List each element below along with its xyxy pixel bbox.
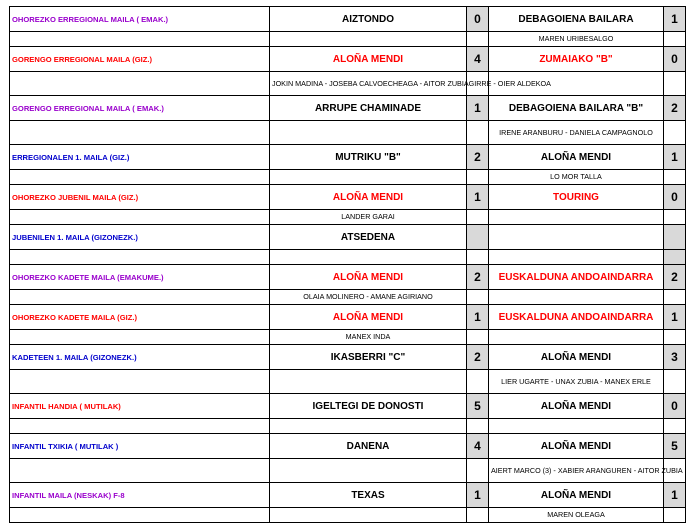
match-row — [10, 185, 686, 210]
away-scorers — [489, 290, 664, 305]
away-score: 1 — [664, 305, 686, 330]
away-score-gap — [664, 72, 686, 96]
category-label: OHOREZKO KADETE MAILA (EMAKUME.) — [10, 265, 270, 290]
away-score: 1 — [664, 483, 686, 508]
away-score-gap — [664, 370, 686, 394]
home-scorers — [270, 250, 467, 265]
away-scorers — [489, 210, 664, 225]
scorers-spacer — [10, 250, 270, 265]
away-score: 0 — [664, 394, 686, 419]
away-team: DEBAGOIENA BAILARA — [489, 7, 664, 32]
home-team: ARRUPE CHAMINADE — [270, 96, 467, 121]
away-scorers: IRENE ARANBURU - DANIELA CAMPAGNOLO — [489, 121, 664, 145]
away-team: ALOÑA MENDI — [489, 145, 664, 170]
away-team — [489, 225, 664, 250]
away-score: 0 — [664, 47, 686, 72]
home-score-gap — [467, 290, 489, 305]
match-row — [10, 145, 686, 170]
away-score: 1 — [664, 145, 686, 170]
away-scorers: AIERT MARCO (3) - XABIER ARANGUREN - AITOR ZUBIA — [489, 459, 664, 483]
home-team: IKASBERRI "C" — [270, 345, 467, 370]
category-label: INFANTIL TXIKIA ( MUTILAK ) — [10, 434, 270, 459]
match-row — [10, 434, 686, 459]
away-score: 3 — [664, 345, 686, 370]
away-score-gap — [664, 250, 686, 265]
home-scorers — [270, 419, 467, 434]
scorers-row — [10, 121, 686, 145]
scorers-row — [10, 330, 686, 345]
home-scorers — [270, 121, 467, 145]
home-team: ATSEDENA — [270, 225, 467, 250]
results-table — [9, 6, 686, 523]
home-score-gap — [467, 330, 489, 345]
scorers-row — [10, 508, 686, 523]
category-label: JUBENILEN 1. MAILA (GIZONEZK.) — [10, 225, 270, 250]
home-scorers: JOKIN MADINA - JOSEBA CALVOECHEAGA - AITOR ZUBIAGIRRE - OIER ALDEKOA — [270, 72, 467, 96]
away-team: EUSKALDUNA ANDOAINDARRA — [489, 305, 664, 330]
home-score: 0 — [467, 7, 489, 32]
scorers-row — [10, 210, 686, 225]
home-scorers: LANDER GARAI — [270, 210, 467, 225]
scorers-row — [10, 170, 686, 185]
home-score: 2 — [467, 145, 489, 170]
home-team: DANENA — [270, 434, 467, 459]
away-score: 2 — [664, 96, 686, 121]
home-team: ALOÑA MENDI — [270, 265, 467, 290]
away-score: 5 — [664, 434, 686, 459]
scorers-row — [10, 72, 686, 96]
match-row — [10, 483, 686, 508]
category-label: INFANTIL MAILA (NESKAK) F-8 — [10, 483, 270, 508]
home-score: 4 — [467, 434, 489, 459]
away-score: 1 — [664, 7, 686, 32]
home-score-gap — [467, 170, 489, 185]
away-score: 2 — [664, 265, 686, 290]
scorers-row — [10, 370, 686, 394]
away-score-gap — [664, 170, 686, 185]
scorers-spacer — [10, 370, 270, 394]
away-score-gap — [664, 32, 686, 47]
home-scorers — [270, 508, 467, 523]
home-score: 5 — [467, 394, 489, 419]
away-score-gap — [664, 210, 686, 225]
home-scorers — [270, 170, 467, 185]
scorers-spacer — [10, 290, 270, 305]
scorers-spacer — [10, 330, 270, 345]
match-row — [10, 345, 686, 370]
home-team: MUTRIKU "B" — [270, 145, 467, 170]
away-scorers — [489, 250, 664, 265]
home-scorers — [270, 32, 467, 47]
category-label: OHOREZKO JUBENIL MAILA (GIZ.) — [10, 185, 270, 210]
scorers-spacer — [10, 459, 270, 483]
home-score-gap — [467, 508, 489, 523]
category-label: GORENGO ERREGIONAL MAILA ( EMAK.) — [10, 96, 270, 121]
scorers-spacer — [10, 419, 270, 434]
away-team: TOURING — [489, 185, 664, 210]
scorers-row — [10, 32, 686, 47]
home-team: ALOÑA MENDI — [270, 305, 467, 330]
away-team: ZUMAIAKO "B" — [489, 47, 664, 72]
away-scorers — [489, 419, 664, 434]
scorers-spacer — [10, 121, 270, 145]
match-row — [10, 47, 686, 72]
category-label: GORENGO ERREGIONAL MAILA (GIZ.) — [10, 47, 270, 72]
home-score-gap — [467, 419, 489, 434]
scorers-spacer — [10, 210, 270, 225]
match-row — [10, 265, 686, 290]
match-row — [10, 305, 686, 330]
home-scorers: MANEX INDA — [270, 330, 467, 345]
category-label: KADETEEN 1. MAILA (GIZONEZK.) — [10, 345, 270, 370]
home-score-gap — [467, 370, 489, 394]
home-team: TEXAS — [270, 483, 467, 508]
match-row — [10, 225, 686, 250]
home-score: 2 — [467, 265, 489, 290]
scorers-row — [10, 250, 686, 265]
away-score — [664, 225, 686, 250]
home-team: AIZTONDO — [270, 7, 467, 32]
away-scorers — [489, 330, 664, 345]
home-score: 1 — [467, 483, 489, 508]
category-label: OHOREZKO ERREGIONAL MAILA ( EMAK.) — [10, 7, 270, 32]
home-score-gap — [467, 210, 489, 225]
away-score-gap — [664, 121, 686, 145]
scorers-spacer — [10, 170, 270, 185]
match-row — [10, 96, 686, 121]
category-label: ERREGIONALEN 1. MAILA (GIZ.) — [10, 145, 270, 170]
scorers-spacer — [10, 508, 270, 523]
home-scorers — [270, 459, 467, 483]
away-scorers: LIER UGARTE - UNAX ZUBIA - MANEX ERLE — [489, 370, 664, 394]
home-score: 1 — [467, 305, 489, 330]
away-scorers: LO MOR TALLA — [489, 170, 664, 185]
away-team: DEBAGOIENA BAILARA "B" — [489, 96, 664, 121]
scorers-row — [10, 290, 686, 305]
home-score-gap — [467, 121, 489, 145]
home-score: 2 — [467, 345, 489, 370]
away-score-gap — [664, 290, 686, 305]
scorers-row — [10, 459, 686, 483]
home-score-gap — [467, 459, 489, 483]
away-scorers: MAREN URIBESALGO — [489, 32, 664, 47]
away-score-gap — [664, 330, 686, 345]
home-scorers: OLAIA MOLINERO - AMANE AGIRIANO — [270, 290, 467, 305]
away-score: 0 — [664, 185, 686, 210]
home-score: 4 — [467, 47, 489, 72]
scorers-spacer — [10, 72, 270, 96]
home-team: IGELTEGI DE DONOSTI — [270, 394, 467, 419]
away-team: ALOÑA MENDI — [489, 345, 664, 370]
home-score — [467, 225, 489, 250]
home-team: ALOÑA MENDI — [270, 47, 467, 72]
away-team: EUSKALDUNA ANDOAINDARRA — [489, 265, 664, 290]
away-score-gap — [664, 508, 686, 523]
home-score-gap — [467, 250, 489, 265]
away-scorers: MAREN OLEAGA — [489, 508, 664, 523]
match-row — [10, 7, 686, 32]
home-score: 1 — [467, 96, 489, 121]
home-team: ALOÑA MENDI — [270, 185, 467, 210]
away-team: ALOÑA MENDI — [489, 434, 664, 459]
scorers-spacer — [10, 32, 270, 47]
category-label: OHOREZKO KADETE MAILA (GIZ.) — [10, 305, 270, 330]
home-score-gap — [467, 32, 489, 47]
results-body — [10, 7, 686, 523]
category-label: INFANTIL HANDIA ( MUTILAK) — [10, 394, 270, 419]
away-team: ALOÑA MENDI — [489, 394, 664, 419]
home-scorers — [270, 370, 467, 394]
match-row — [10, 394, 686, 419]
scorers-row — [10, 419, 686, 434]
home-score: 1 — [467, 185, 489, 210]
away-team: ALOÑA MENDI — [489, 483, 664, 508]
away-score-gap — [664, 419, 686, 434]
